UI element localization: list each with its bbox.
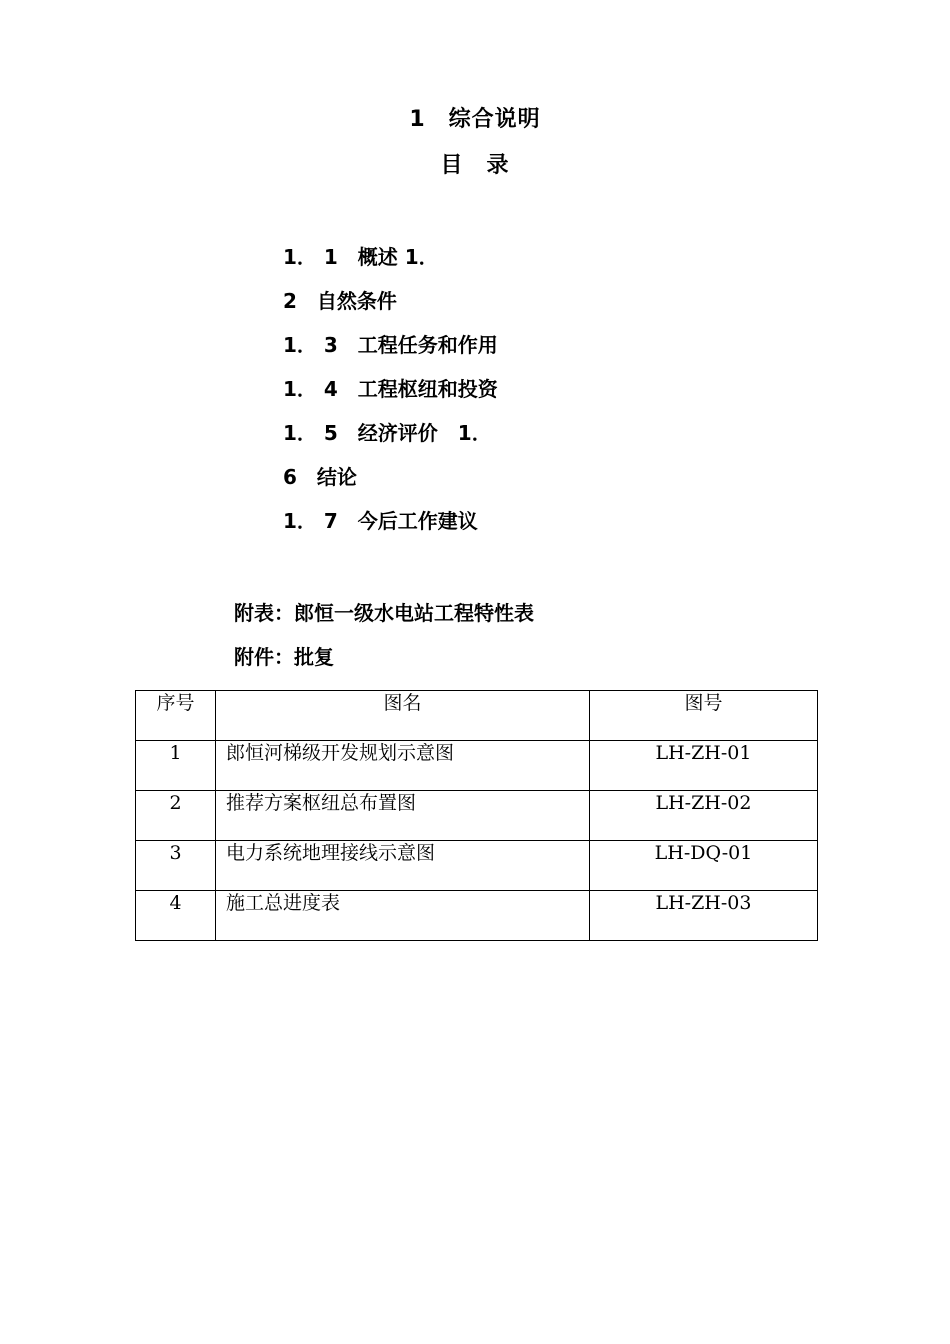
drawing-name: 推荐方案枢纽总布置图 [216, 791, 590, 841]
drawings-table [135, 690, 818, 941]
header-cell-name: 图名 [216, 691, 590, 741]
toc-item: 1． 5 经济评价 1． [283, 421, 492, 445]
row-number: 2 [136, 791, 216, 841]
table-row [136, 841, 818, 891]
drawing-code: LH-ZH-01 [590, 741, 818, 791]
contents-heading: 目 录 [440, 153, 510, 178]
toc-item: 1． 3 工程任务和作用 [283, 333, 498, 357]
toc-item: 2 自然条件 [283, 289, 397, 313]
toc-item: 1． 1 概述 1． [283, 245, 439, 269]
drawing-code: LH-DQ-01 [590, 841, 818, 891]
drawing-code: LH-ZH-03 [590, 891, 818, 941]
drawing-name: 施工总进度表 [216, 891, 590, 941]
appendix-document-line: 附件：批复 [234, 645, 334, 669]
toc-item: 1． 7 今后工作建议 [283, 509, 478, 533]
drawing-name: 郎恒河梯级开发规划示意图 [216, 741, 590, 791]
header-cell-number: 序号 [136, 691, 216, 741]
header-cell-code: 图号 [590, 691, 818, 741]
chapter-title: 1 综合说明 [409, 107, 541, 132]
table-row [136, 741, 818, 791]
row-number: 4 [136, 891, 216, 941]
row-number: 1 [136, 741, 216, 791]
toc-item: 6 结论 [283, 465, 357, 489]
appendix-table-line: 附表：郎恒一级水电站工程特性表 [234, 601, 534, 625]
table-of-contents [283, 240, 498, 548]
table-row [136, 891, 818, 941]
drawing-name: 电力系统地理接线示意图 [216, 841, 590, 891]
table-header-row [136, 691, 818, 741]
table-row [136, 791, 818, 841]
toc-item: 1． 4 工程枢纽和投资 [283, 377, 498, 401]
drawing-code: LH-ZH-02 [590, 791, 818, 841]
row-number: 3 [136, 841, 216, 891]
